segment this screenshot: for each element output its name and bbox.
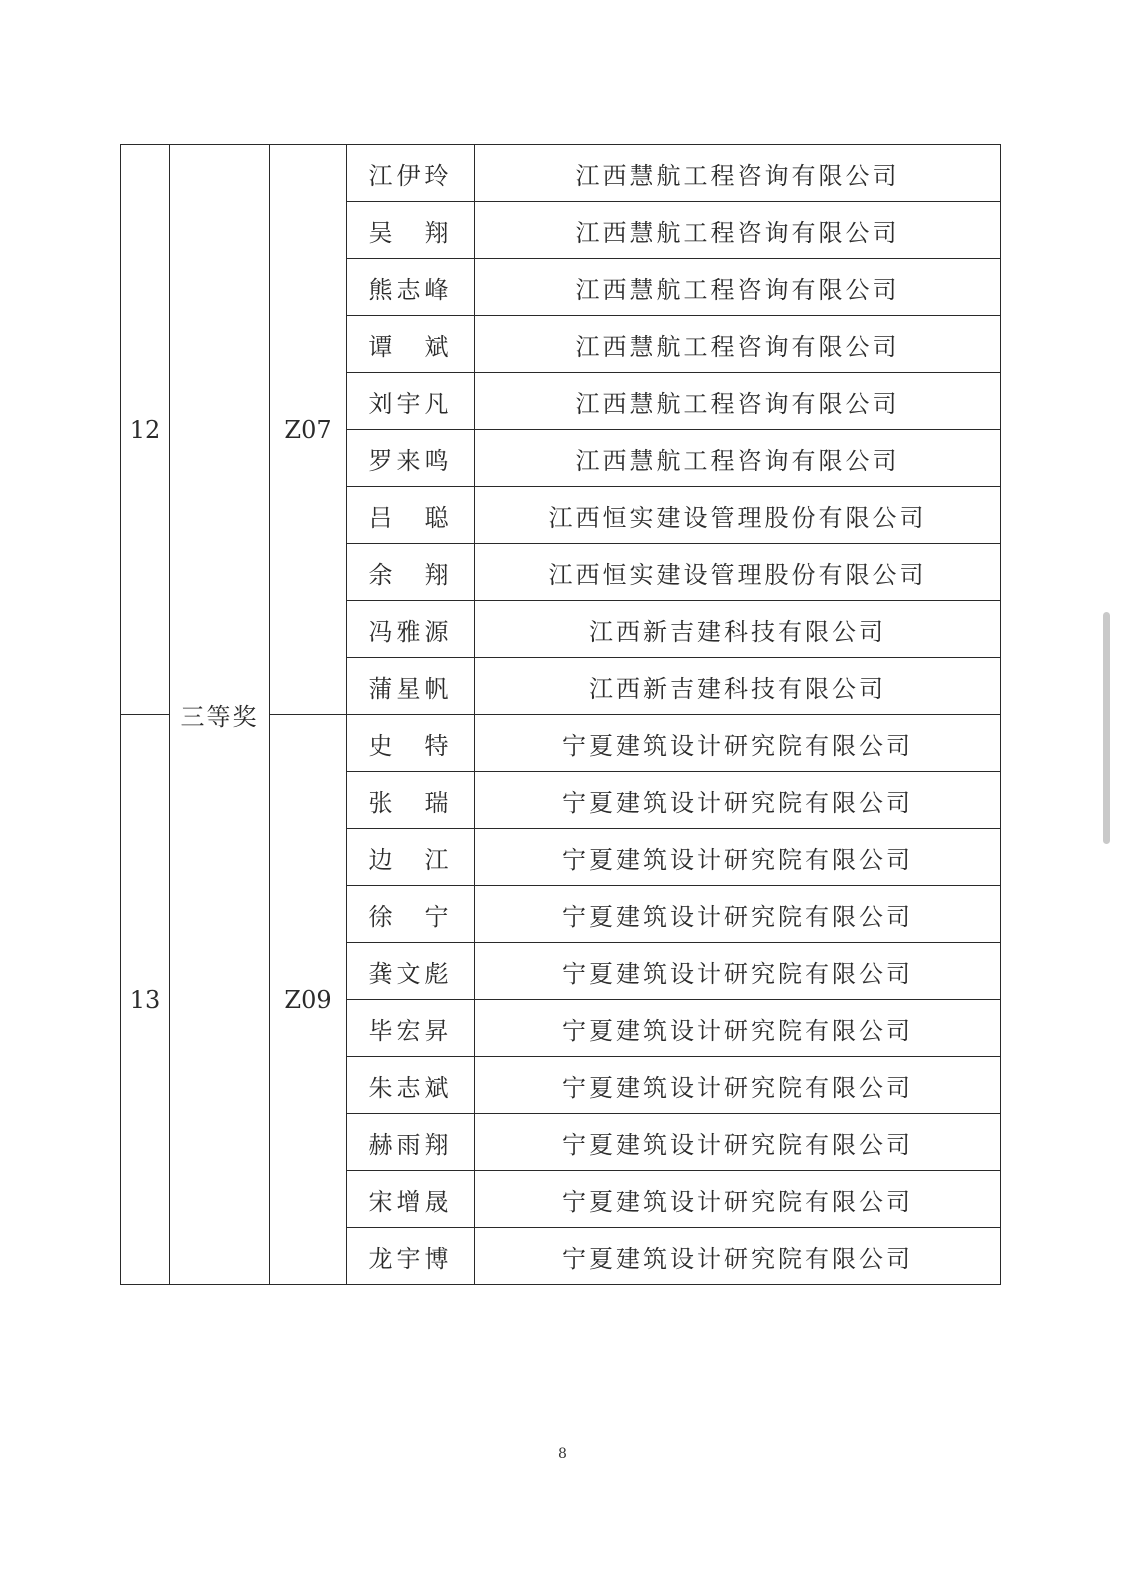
organization-cell: 江西慧航工程咨询有限公司 [475, 145, 1001, 202]
group-number-cell: 12 [121, 145, 170, 715]
person-name-cell: 龚文彪 [347, 943, 475, 1000]
person-name-cell: 龙宇博 [347, 1228, 475, 1285]
organization-cell: 江西慧航工程咨询有限公司 [475, 202, 1001, 259]
person-name-cell: 朱志斌 [347, 1057, 475, 1114]
person-name-cell: 冯雅源 [347, 601, 475, 658]
organization-cell: 宁夏建筑设计研究院有限公司 [475, 1228, 1001, 1285]
person-name-cell: 吕 聪 [347, 487, 475, 544]
organization-cell: 江西新吉建科技有限公司 [475, 658, 1001, 715]
person-name-cell: 边 江 [347, 829, 475, 886]
organization-cell: 江西新吉建科技有限公司 [475, 601, 1001, 658]
person-name-cell: 罗来鸣 [347, 430, 475, 487]
person-name-cell: 赫雨翔 [347, 1114, 475, 1171]
organization-cell: 宁夏建筑设计研究院有限公司 [475, 829, 1001, 886]
person-name-cell: 蒲星帆 [347, 658, 475, 715]
organization-cell: 宁夏建筑设计研究院有限公司 [475, 886, 1001, 943]
organization-cell: 江西恒实建设管理股份有限公司 [475, 544, 1001, 601]
person-name-cell: 刘宇凡 [347, 373, 475, 430]
person-name-cell: 毕宏昇 [347, 1000, 475, 1057]
organization-cell: 宁夏建筑设计研究院有限公司 [475, 772, 1001, 829]
organization-cell: 江西慧航工程咨询有限公司 [475, 430, 1001, 487]
page-number: 8 [558, 1446, 567, 1462]
person-name-cell: 江伊玲 [347, 145, 475, 202]
organization-cell: 江西慧航工程咨询有限公司 [475, 316, 1001, 373]
group-code-cell: Z09 [270, 715, 347, 1285]
group-number-cell: 13 [121, 715, 170, 1285]
award-table-body [121, 145, 1001, 1285]
table-row [121, 145, 1001, 202]
organization-cell: 宁夏建筑设计研究院有限公司 [475, 943, 1001, 1000]
organization-cell: 宁夏建筑设计研究院有限公司 [475, 1114, 1001, 1171]
award-table [120, 144, 1001, 1285]
vertical-scrollbar[interactable] [1103, 612, 1110, 844]
person-name-cell: 谭 斌 [347, 316, 475, 373]
person-name-cell: 史 特 [347, 715, 475, 772]
organization-cell: 江西慧航工程咨询有限公司 [475, 259, 1001, 316]
award-level-cell: 三等奖 [170, 145, 270, 1285]
organization-cell: 宁夏建筑设计研究院有限公司 [475, 1171, 1001, 1228]
person-name-cell: 张 瑞 [347, 772, 475, 829]
person-name-cell: 吴 翔 [347, 202, 475, 259]
person-name-cell: 熊志峰 [347, 259, 475, 316]
person-name-cell: 徐 宁 [347, 886, 475, 943]
person-name-cell: 宋增晟 [347, 1171, 475, 1228]
organization-cell: 宁夏建筑设计研究院有限公司 [475, 1057, 1001, 1114]
organization-cell: 江西慧航工程咨询有限公司 [475, 373, 1001, 430]
organization-cell: 宁夏建筑设计研究院有限公司 [475, 715, 1001, 772]
group-code-cell: Z07 [270, 145, 347, 715]
organization-cell: 江西恒实建设管理股份有限公司 [475, 487, 1001, 544]
organization-cell: 宁夏建筑设计研究院有限公司 [475, 1000, 1001, 1057]
person-name-cell: 余 翔 [347, 544, 475, 601]
